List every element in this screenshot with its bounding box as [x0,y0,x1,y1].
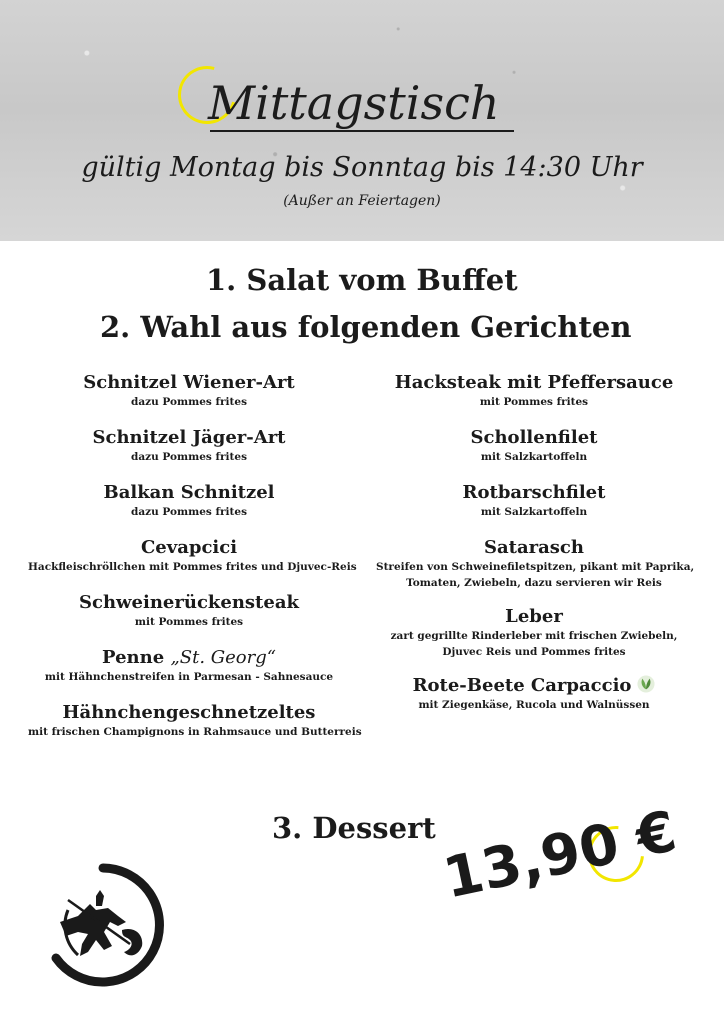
page-title: Mittagstisch [208,76,500,130]
dish-name: Leber [505,606,563,627]
dish-description: dazu Pommes frites [131,396,247,408]
dish-item [376,372,692,410]
dish-name-italic: „St. Georg“ [170,647,276,668]
dish-description: mit Pommes frites [134,616,244,628]
dish-name-penne [28,647,350,669]
dish-name-main: Penne [102,647,165,668]
dish-name: Hähnchengeschnetzeltes [62,702,316,723]
dish-item [376,482,692,520]
dish-name: Cevapcici [140,537,238,558]
dish-item [28,702,362,740]
title-underline [210,130,514,132]
header-concrete-banner [0,0,724,241]
course-dessert-heading: 3. Dessert [272,811,436,845]
validity-subtitle: gültig Montag bis Sonntag bis 14:30 Uhr [81,152,643,183]
price-tag: 13,90 € [438,799,682,912]
dish-description: mit Pommes frites [479,396,589,408]
course-main-heading: 2. Wahl aus folgenden Gerichten [100,310,632,344]
dish-description: Hackfleischröllchen mit Pommes frites und Djuvec-Reis [28,561,357,573]
dish-item [376,537,695,591]
dish-name: Schollenfilet [470,427,598,448]
dish-description-line2: Djuvec Reis und Pommes frites [442,646,626,658]
dish-item [376,606,692,660]
dish-description: mit Salzkartoffeln [480,451,588,463]
dish-name: Schweinerückensteak [79,592,299,613]
dish-description: mit Hähnchenstreifen in Parmesan - Sahnesauce [44,671,334,683]
dish-description: mit frischen Champignons in Rahmsauce und Butterreis [28,726,362,738]
dish-name: Schnitzel Wiener-Art [83,372,295,393]
dish-description: zart gegrillte Rinderleber mit frischen Zwiebeln, [390,630,678,642]
dish-item [376,675,692,713]
dish-item [28,372,350,410]
holiday-note: (Außer an Feiertagen) [283,193,441,209]
dish-description: dazu Pommes frites [131,506,247,518]
dish-name-main: Rote-Beete Carpaccio [412,675,632,696]
dish-name: Hacksteak mit Pfeffersauce [394,372,674,393]
dish-name: Balkan Schnitzel [103,482,275,503]
dish-description: mit Salzkartoffeln [480,506,588,518]
dish-description-line2: Tomaten, Zwiebeln, dazu servieren wir Reis [406,577,662,589]
dish-name: Rotbarschfilet [462,482,606,503]
dish-description: Streifen von Schweinefiletspitzen, pikant mit Paprika, [376,561,695,573]
course-salad-heading: 1. Salat vom Buffet [206,263,518,297]
dish-item [28,647,350,685]
dish-item [28,537,357,575]
dish-description: mit Ziegenkäse, Rucola und Walnüssen [418,699,650,711]
dish-item [28,592,350,630]
dish-name: Satarasch [484,537,584,558]
dish-description: dazu Pommes frites [131,451,247,463]
vegetarian-leaf-icon [637,675,655,693]
knight-dragon-logo [38,860,168,990]
dish-name: Schnitzel Jäger-Art [92,427,286,448]
dish-item [28,427,350,465]
dish-item [376,427,692,465]
dish-name-carpaccio [376,675,692,697]
dish-item [28,482,350,520]
